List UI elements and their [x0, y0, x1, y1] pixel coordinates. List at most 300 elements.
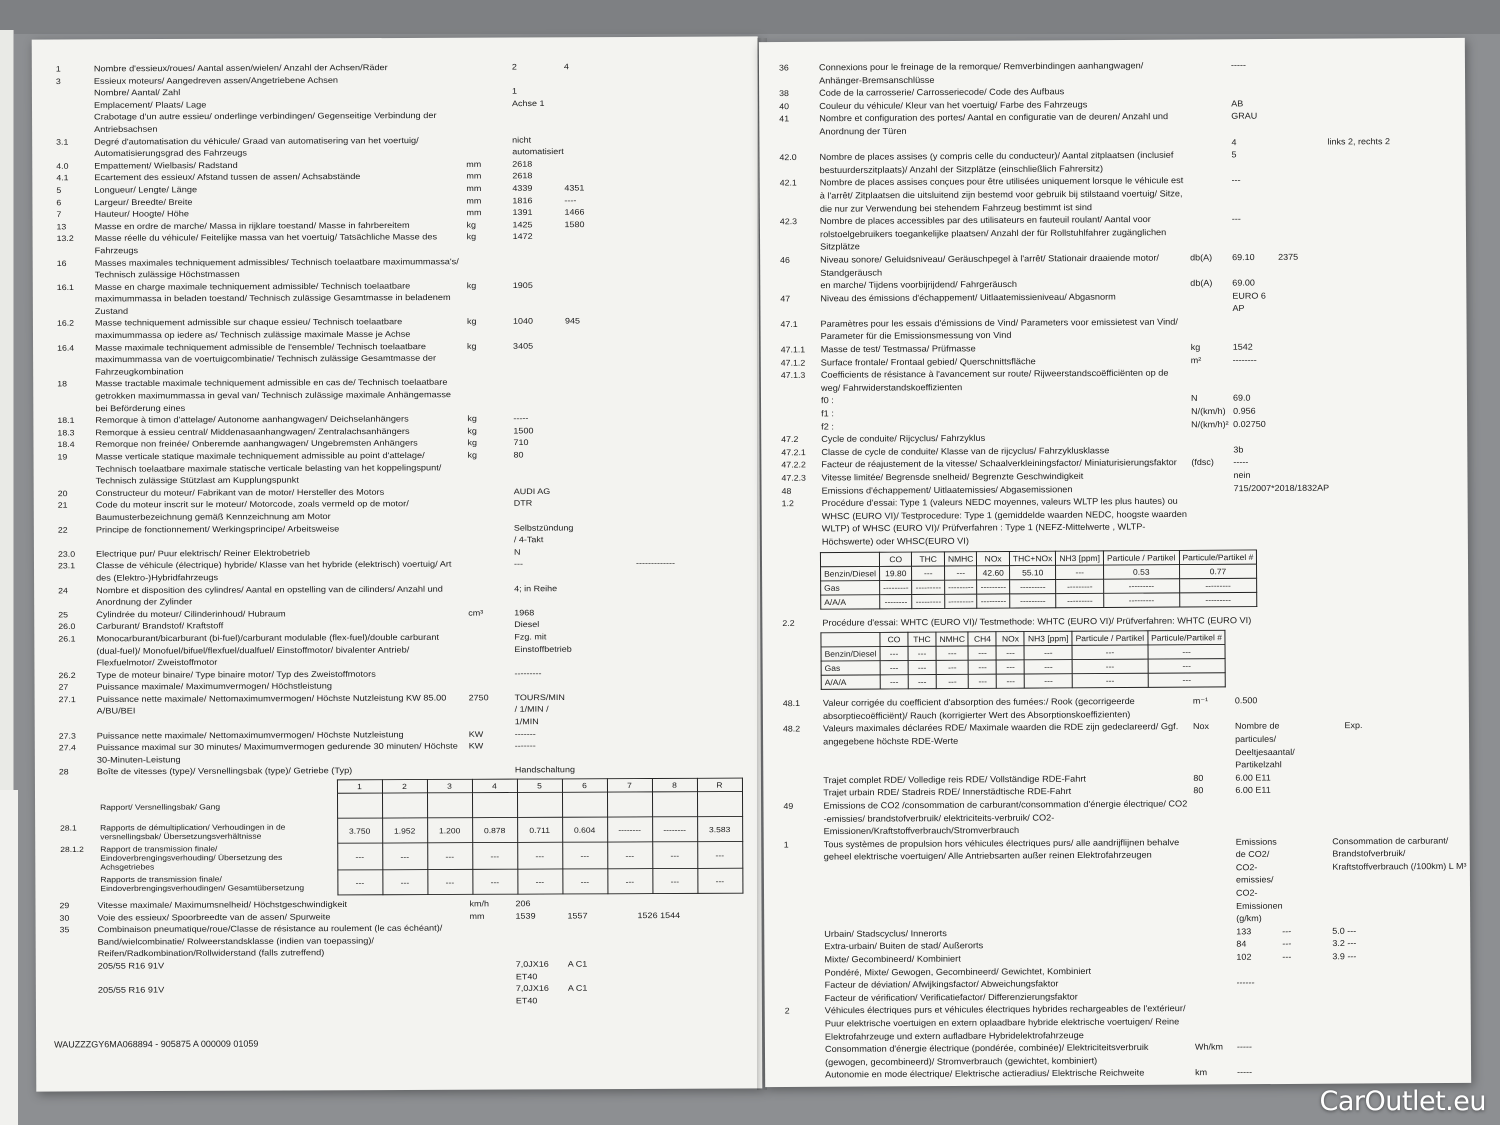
- spec-value-1: -----: [513, 413, 529, 423]
- spec-label: Masse verticale statique maximale techniquement admissible au point d'attelage/ Technisch toelaatbare maximale statische verticale belasting van het koppelingspunt/ Technisch zulässige Stützlast am Kupplungspunkt: [95, 450, 442, 486]
- table-header-cell: [821, 633, 880, 648]
- spec-value-2: ---: [1282, 939, 1292, 949]
- table-cell: 42.60: [977, 565, 1010, 579]
- gearbox-cell: [427, 793, 472, 818]
- spec-label: Niveau sonore/ Geluidsniveau/ Geräuschpegel à l'arrêt/ Stationair draaiende motor/ Standgeräusch: [820, 252, 1159, 278]
- spec-label: Emplacement/ Plaats/ Lage: [93, 100, 207, 110]
- spec-value-3: [637, 739, 761, 740]
- background-top: [0, 0, 1500, 34]
- right-page: [759, 38, 1471, 1087]
- spec-value-2: 2375: [1278, 252, 1299, 262]
- table-cell: A/A/A: [821, 594, 880, 609]
- spec-number: 13: [56, 221, 67, 231]
- spec-unit: N/(km/h)²: [1191, 419, 1229, 429]
- spec-value-3: [637, 691, 761, 692]
- spec-unit: kg: [466, 280, 477, 290]
- table-cell: ---: [936, 660, 969, 674]
- spec-value-1: 1500: [513, 426, 534, 436]
- spec-number: 36: [778, 62, 789, 73]
- spec-number: 47.2.1: [781, 447, 806, 457]
- spec-label: Classe de cycle de conduite/ Klasse van de rijcyclus/ Fahrzyklusklasse: [821, 445, 1110, 457]
- spec-unit: KW: [468, 729, 484, 739]
- spec-label: Emissions de CO2 /consommation de carburant/consommation d'énergie électrique/ CO2 -emissies/ brandstofverbruik/ elektriciteits-verbruik/ CO2-Emissionen/Kraftstoffverbrauch/Stromverbrauch: [823, 798, 1188, 837]
- spec-number: 49: [783, 801, 794, 811]
- spec-unit: N/(km/h): [1191, 406, 1226, 417]
- gearbox-cell: [382, 793, 427, 818]
- spec-value-3: [645, 764, 761, 765]
- spec-label: en marche/ Tijdens voorbijrijdend/ Fahrgeräusch: [820, 279, 1017, 291]
- spec-label: Extra-urbain/ Buiten de stad/ Außerorts: [824, 941, 984, 952]
- spec-row: [34, 448, 760, 488]
- table-cell: Benzin/Diesel: [821, 647, 880, 662]
- spec-value-3: [1328, 250, 1466, 251]
- spec-value-1: 6.00 E11: [1235, 772, 1271, 783]
- spec-label: Trajet complet RDE/ Volledige reis RDE/ Vollständige RDE-Fahrt: [823, 773, 1086, 785]
- table-header-cell: THC: [912, 551, 945, 565]
- gearbox-cell: [697, 792, 742, 817]
- spec-label: Classe de véhicule (électrique) hybride/ Klasse van het hybride (elektrisch) voertuig/ Art des (Elektro-)Hybridfahrzeugs: [95, 559, 452, 583]
- spec-label: Paramètres pour les essais d'émissions de Vind/ Parameters voor emissietest van Vind/ Parameter für die Emissionsmessung von Vind: [820, 316, 1178, 342]
- gearbox-cell: ---: [607, 869, 652, 894]
- gearbox-header-cell: 1: [337, 780, 382, 794]
- data-table: [820, 630, 1226, 690]
- table-cell: ---------: [1010, 593, 1057, 607]
- spec-value-3: Consommation de carburant/ Brandstofverbruik/ Kraftstoffverbrauch (/100km) L M³: [1332, 835, 1467, 872]
- spec-value-3: [634, 109, 758, 110]
- spec-row: [34, 558, 760, 585]
- spec-value-1: -----: [1237, 1067, 1253, 1078]
- spec-value-3: [1331, 796, 1469, 797]
- spec-label: Crabotage d'un autre essieu/ onderlinge verbindingen/ Gegenseitige Verbindung der Antriebsachsen: [94, 111, 437, 134]
- spec-number: 29: [59, 901, 70, 911]
- gearbox-cell: [472, 793, 517, 818]
- spec-value-3: [635, 376, 759, 377]
- spec-value-1: nicht automatisiert: [512, 135, 564, 157]
- table-cell: ---: [1148, 645, 1226, 660]
- table-cell: 55.10: [1009, 565, 1056, 579]
- spec-value-2: 1466: [564, 207, 585, 217]
- table-cell: ---------: [977, 579, 1010, 593]
- spec-label: Mixte/ Gecombineerd/ Kombiniert: [824, 954, 961, 965]
- table-header-cell: NMHC: [944, 551, 977, 565]
- spec-value-1: N: [513, 547, 521, 557]
- spec-label: Code de la carrosserie/ Carrosseriecode/ Code des Aufbaus: [819, 86, 1065, 98]
- spec-row: [32, 109, 758, 136]
- table-cell: ---------: [912, 580, 945, 594]
- spec-label: Facteur de vérification/ Verificatiefactor/ Differenzierungsfaktor: [824, 991, 1078, 1003]
- spec-value-3: [1331, 694, 1469, 695]
- gearbox-table: [60, 778, 743, 897]
- spec-value-2: ---: [1282, 926, 1292, 936]
- spec-number: 18: [57, 379, 68, 389]
- spec-value-1: 1539: [515, 911, 536, 921]
- spec-label: Emissions d'échappement/ Uitlaatemissies/ Abgasemissionen: [821, 484, 1073, 496]
- spec-value-1: 1472: [512, 232, 533, 242]
- table-cell: ---: [996, 646, 1024, 660]
- spec-row: [33, 230, 759, 257]
- gearbox-cell: --------: [652, 817, 697, 842]
- spec-value-3: [1333, 1065, 1471, 1066]
- table-header-cell: NOx: [977, 551, 1010, 565]
- table-header-cell: [820, 552, 879, 567]
- spec-unit: Nox: [1192, 721, 1210, 732]
- spec-number: 2: [784, 1006, 790, 1016]
- spec-label: Pondéré, Mixte/ Gewogen, Gecombineerd/ Gewichtet, Kombiniert: [824, 966, 1092, 978]
- spec-number: 3.1: [56, 137, 69, 147]
- spec-value-1: 84: [1236, 939, 1247, 949]
- spec-value-1: -----: [1233, 457, 1249, 468]
- spec-label: Remorque à essieu central/ Middenasaanhangwagen/ Zentralachsanhängers: [95, 426, 410, 437]
- spec-number: 6: [56, 197, 62, 207]
- spec-label: Tous systèmes de propulsion hors véhicules électriques purs/ alle aandrijflijnen behalve geheel elektrische voertuigen/ Alle Antriebsarten außer reinen Elektrofahrzeugen: [823, 837, 1180, 862]
- gearbox-cell: 1.952: [382, 818, 427, 843]
- spec-value-3: [636, 667, 760, 668]
- spec-label: Remorque à timon d'attelage/ Autonome aanhangwagen/ Deichselanhängers: [95, 414, 409, 425]
- spec-value-1: 0.956: [1233, 406, 1256, 416]
- table-cell: ---: [1072, 673, 1148, 688]
- table-cell: ---------: [1104, 592, 1180, 607]
- spec-value-1: Nombre de particules/ Deeltjesaantal/ Partikelzahl: [1234, 721, 1295, 770]
- spec-label: Trajet urbain RDE/ Stadreis RDE/ Innerstädtische RDE-Fahrt: [823, 786, 1072, 798]
- spec-number: 46: [780, 255, 790, 265]
- spec-value-3: [634, 218, 758, 219]
- table-header-cell: CO: [879, 552, 912, 566]
- gearbox-header-cell: 7: [607, 779, 652, 793]
- spec-number: 47.2.3: [781, 473, 806, 483]
- spec-unit: mm: [466, 208, 482, 218]
- spec-row: [33, 339, 759, 379]
- emissions-table-nedc: [820, 548, 1468, 609]
- spec-value-3: [635, 436, 759, 437]
- spec-value-1: Diesel: [514, 620, 540, 630]
- gearbox-header-cell: 2: [382, 780, 427, 794]
- gearbox-cell: ---: [427, 869, 472, 894]
- spec-label: Nombre de places accessibles par des utilisateurs en fauteuil roulant/ Aantal voor rolstoelgebruikers toegankelijke plaatsen/ Anzahl der für Rollstuhlfahrer zugänglichen Sitzplätze: [819, 214, 1167, 252]
- spec-row: [33, 279, 759, 319]
- spec-label: Type de moteur binaire/ Type binaire motor/ Typ des Zweistoffmotors: [96, 669, 376, 680]
- table-cell: ---: [1072, 645, 1148, 660]
- gearbox-cell: ---: [562, 842, 607, 869]
- table-cell: ---: [944, 565, 977, 579]
- gearbox-block: [35, 778, 761, 897]
- table-header-cell: NMHC: [936, 632, 969, 646]
- spec-number: 27.3: [58, 731, 76, 741]
- table-cell: ---------: [912, 594, 945, 608]
- gearbox-cell: ---: [517, 842, 562, 869]
- left-page-body: [32, 60, 762, 1009]
- table-cell: ---: [1025, 674, 1073, 688]
- spec-number: 16.2: [56, 318, 75, 328]
- spec-value-1: ---: [1231, 213, 1241, 224]
- spec-number: 26.2: [58, 670, 76, 680]
- table-cell: ---: [1024, 646, 1072, 660]
- table-cell: 0.53: [1104, 564, 1180, 579]
- spec-number: 2.2: [782, 617, 795, 628]
- spec-number: 25: [58, 609, 69, 619]
- table-cell: ---: [997, 674, 1025, 688]
- spec-value-1: 3b: [1233, 444, 1244, 455]
- spec-value-1: 2: [511, 62, 517, 72]
- spec-number: 40: [779, 101, 790, 111]
- gearbox-row-text: Rapports de démultiplication/ Verhoudingen in de versnellingsbak/ Übersetzungsverhältnisse: [100, 822, 286, 841]
- spec-label: f0 :: [820, 395, 834, 406]
- spec-unit: (fdsc): [1191, 457, 1214, 468]
- spec-value-3: [636, 606, 760, 607]
- spec-value-3: [634, 60, 758, 61]
- spec-label: Véhicules électriques purs et véhicules électriques hybrides rechargeables de l'extérieur/ Puur elektrische voertuigen en extern oplaadbare hybride elektrische voertuigen/ Reine Elektrofahrzeuge und extern aufladbare Hybridelektrofahrzeuge: [824, 1003, 1186, 1042]
- spec-unit: mm: [466, 159, 482, 169]
- spec-label: Valeur corrigée du coefficient d'absorption des fumées:/ Rook (gecorrigeerde absorptiecoëfficiënt)/ Rauch (korrigierter Wert des Absorptionskoeffizienten): [822, 696, 1135, 721]
- spec-number: 28: [58, 767, 69, 777]
- spec-label: Ecartement des essieux/ Afstand tussen de assen/ Achsabstände: [94, 172, 361, 183]
- spec-unit: kg: [467, 426, 477, 436]
- gearbox-cell: ---: [562, 869, 607, 894]
- spec-label: Autonomie en mode électrique/ Elektrische actieradius/ Elektrische Reichweite: [825, 1068, 1145, 1080]
- spec-row: [34, 497, 760, 524]
- table-header-cell: Particule/Partikel #: [1179, 550, 1257, 565]
- spec-unit: mm: [466, 195, 482, 205]
- spec-label: Monocarburant/bicarburant (bi-fuel)/carburant modulable (flex-fuel)/double carburant (dual-fuel)/ Monofuel/bifuel/flexfuel/dualfuel/ Einstoffmotor/ bivalenter Antrieb/ Flexfuelmotor/ Zweistoffmotor: [96, 632, 440, 668]
- spec-value-1: -----: [1236, 1041, 1252, 1052]
- spec-value-2: A C1: [567, 959, 588, 969]
- spec-value-1: 0.500: [1234, 695, 1258, 706]
- spec-label: Masse réelle du véhicule/ Feitelijke massa van het voertuig/ Tatsächliche Masse des Fahrzeugs: [94, 232, 438, 256]
- spec-value-3: [1328, 276, 1466, 277]
- spec-number: 13.2: [56, 234, 74, 244]
- spec-value-3: [1333, 988, 1471, 989]
- spec-value-3: [635, 279, 759, 280]
- spec-unit: kg: [466, 317, 477, 327]
- table-cell: ---: [1025, 660, 1073, 674]
- spec-value-1: 0.02750: [1233, 418, 1266, 429]
- spec-label: Masses maximales techniquement admissibles/ Technisch toelaatbare maximummassa's/ Technisch zulässige Höchstmassen: [94, 256, 459, 280]
- spec-value-3: [1331, 770, 1469, 771]
- spec-number: 27.4: [58, 743, 76, 753]
- spec-unit: mm: [466, 171, 482, 181]
- spec-unit: db(A): [1190, 278, 1213, 288]
- gearbox-cell: ---: [517, 869, 562, 894]
- spec-value-3: [635, 339, 759, 340]
- spec-row: [760, 212, 1466, 255]
- gearbox-cell: [652, 792, 697, 817]
- spec-number: 27.1: [58, 694, 76, 704]
- table-cell: ---: [880, 675, 908, 689]
- spec-unit: mm: [469, 911, 485, 921]
- spec-value-3: [638, 982, 762, 983]
- spec-label: Procédure d'essai: WHTC (EURO VI)/ Testmethode: WHTC (EURO VI)/ Prüfverfahren: WHTC (EURO VI): [822, 615, 1252, 628]
- spec-value-1: AUDI AG: [513, 486, 551, 496]
- spec-value-1: 206: [515, 899, 531, 909]
- gearbox-row-text: Rapport de transmission finale/ Eindoverbrengingsverhouding/ Übersetzung des Achsgetriebes: [100, 843, 283, 872]
- spec-label: Constructeur du moteur/ Fabrikant van de motor/ Hersteller des Motors: [95, 487, 385, 498]
- table-cell: ---: [969, 674, 997, 688]
- gearbox-cell: ---: [337, 843, 382, 870]
- gearbox-cell: ---: [472, 842, 517, 869]
- spec-number: 18.3: [57, 428, 75, 438]
- spec-value-3: [635, 315, 759, 316]
- table-cell: Gas: [821, 580, 880, 595]
- gearbox-cell: ---: [607, 842, 652, 869]
- spec-label: Nombre de places assises (y compris celle du conducteur)/ Aantal zitplaatsen (inclusief bestuurderszitplaats)/ Anzahl der Sitzplätze (einschließlich Fahrersitz): [819, 150, 1174, 175]
- spec-number: 7: [56, 209, 62, 219]
- spec-value-3: [1328, 212, 1466, 213]
- table-cell: ---: [936, 674, 969, 688]
- spec-number: 4.0: [56, 161, 69, 171]
- spec-label: Valeurs maximales déclarées RDE/ Maximale waarden die RDE zijn gedeclareerd/ Ggf. angegebene höchste RDE-Werte: [822, 721, 1179, 747]
- background-paper-bottom-left: [0, 790, 18, 1125]
- spec-value-3: [1328, 289, 1466, 290]
- table-cell: ---------: [945, 580, 978, 594]
- spec-value-2: A C1: [567, 983, 588, 993]
- spec-row: [763, 796, 1469, 839]
- table-header-cell: NH3 [ppm]: [1024, 631, 1072, 645]
- table-header-cell: NOx: [996, 632, 1024, 646]
- spec-value-1: -------: [514, 729, 536, 739]
- spec-value-3: [635, 254, 759, 255]
- spec-label: Masse tractable maximale techniquement admissible en cas de/ Technisch toelaatbare getrokken maximummassa in geval van/ Technisch zulässige maximale Anhängemasse bei Beförderung eines: [95, 377, 452, 413]
- spec-value-2: 1580: [564, 219, 585, 229]
- spec-number: 48.1: [782, 698, 801, 709]
- spec-label: Largeur/ Breedte/ Breite: [94, 197, 193, 207]
- spec-value-2: ---: [1282, 951, 1292, 962]
- spec-label: Masse en charge maximale techniquement admissible/ Technisch toelaatbare maximummassa in beladen toestand/ Technisch zulässige Gesamtmasse in beladenem Zustand: [94, 281, 451, 316]
- gearbox-cell: [517, 792, 562, 817]
- spec-value-3: [636, 497, 760, 498]
- spec-number: 48: [781, 485, 792, 496]
- spec-row: [34, 582, 760, 609]
- spec-unit: kg: [466, 232, 477, 242]
- gearbox-row-text: Rapport/ Versnellingsbak/ Gang: [100, 801, 221, 812]
- gearbox-header-cell: R: [697, 778, 742, 792]
- spec-label: Coefficients de résistance à l'avancement sur route/ Rijweerstandscoëfficiënten op de weg/ Fahrwiderstandskoeffizienten: [820, 368, 1169, 393]
- spec-value-3: [634, 85, 758, 86]
- table-cell: ---: [908, 675, 936, 689]
- gearbox-cell: 1.200: [427, 818, 472, 843]
- spec-unit: kg: [467, 341, 477, 351]
- spec-row: [765, 1001, 1471, 1044]
- spec-value-3: [636, 582, 760, 583]
- spec-value-1: 1816: [512, 195, 533, 205]
- table-cell: ---------: [945, 594, 978, 608]
- table-cell: ---: [912, 566, 945, 580]
- spec-number: 16.1: [56, 282, 74, 292]
- spec-unit: cm³: [468, 608, 484, 618]
- table-header-cell: THC: [908, 632, 936, 646]
- spec-number: 35: [59, 925, 70, 935]
- spec-value-3: [1329, 417, 1467, 418]
- spec-row: [36, 958, 762, 985]
- spec-value-1: 4; in Reihe: [514, 583, 558, 593]
- table-cell: ---------: [1056, 579, 1104, 593]
- spec-number: 21: [57, 500, 68, 510]
- spec-value-1: Handschaltung: [514, 765, 575, 775]
- spec-number: 16.4: [57, 343, 75, 353]
- spec-row: [35, 764, 761, 779]
- gearbox-cell: ---: [652, 868, 697, 893]
- table-cell: ---------: [1010, 579, 1057, 593]
- spec-number: 38: [779, 88, 789, 99]
- spec-value-1: 1425: [512, 219, 533, 229]
- spec-value-1: ---: [513, 559, 524, 569]
- spec-value-3: [1327, 109, 1465, 110]
- spec-label: Surface frontale/ Frontaal gebied/ Querschnittsfläche: [820, 356, 1036, 368]
- table-header-cell: Particule / Partikel: [1103, 550, 1179, 565]
- spec-label: Masse maximale techniquement admissible de l'ensemble/ Technisch toelaatbare maximummassa van de voertuigcombinatie/ Technisch zulässige Gesamtmasse der Fahrzeugkombination: [95, 341, 437, 377]
- spec-value-2: 4: [563, 62, 569, 72]
- spec-value-1: 2618: [512, 159, 533, 169]
- spec-value-1: --------: [1232, 354, 1257, 365]
- spec-value-3: [636, 448, 760, 449]
- spec-number: 42.0: [779, 152, 797, 163]
- spec-label: Puissance maximal sur 30 minutes/ Maximumvermogen gedurende 30 minuten/ Höchste 30-Minuten-Leistung: [96, 741, 458, 765]
- spec-number: 47.2.2: [781, 460, 806, 470]
- spec-row: [36, 982, 762, 1009]
- table-header-cell: CH4: [968, 632, 996, 646]
- spec-value-3: [635, 424, 759, 425]
- gearbox-cell: 0.711: [517, 817, 562, 842]
- gearbox-cell: ---: [697, 868, 742, 893]
- spec-row: [763, 719, 1469, 775]
- spec-value-1: DTR: [513, 498, 533, 508]
- spec-label: Nombre et configuration des portes/ Aantal en configuratie van de deuren/ Anzahl und Anordnung der Türen: [819, 111, 1169, 137]
- spec-number: 47.1.1: [780, 344, 806, 355]
- spec-value-3: [637, 897, 761, 898]
- spec-unit: 80: [1193, 773, 1204, 783]
- gearbox-row-label: [60, 818, 337, 844]
- spec-value-3: [1328, 173, 1466, 174]
- spec-value-1: 1040: [512, 316, 533, 326]
- table-cell: ---------: [1179, 592, 1257, 607]
- spec-row: [32, 133, 758, 160]
- spec-row: [33, 315, 759, 342]
- table-cell: ---: [1056, 565, 1104, 579]
- spec-value-1: 7,0JX16 ET40: [515, 983, 549, 1006]
- spec-value-1: 1542: [1232, 342, 1253, 352]
- spec-value-3: [634, 73, 758, 74]
- table-cell: A/A/A: [821, 675, 880, 690]
- spec-value-1: 69.00: [1232, 278, 1255, 288]
- spec-value-3: [636, 618, 760, 619]
- spec-value-3: [1329, 468, 1467, 469]
- spec-number: 1: [783, 839, 789, 850]
- spec-value-3: [1327, 58, 1465, 59]
- spec-value-1: 1: [511, 86, 517, 96]
- table-cell: ---: [1072, 659, 1148, 674]
- spec-value-1: 102: [1236, 952, 1252, 962]
- spec-unit: kg: [467, 414, 477, 424]
- spec-unit: 2750: [468, 693, 489, 703]
- spec-value-3: links 2, rechts 2: [1327, 136, 1390, 146]
- spec-value-3: [1330, 494, 1468, 495]
- gearbox-row-label: [97, 793, 337, 819]
- spec-unit: km: [1195, 1067, 1208, 1078]
- spec-value-3: [642, 630, 761, 631]
- spec-value-1: 1968: [514, 607, 535, 617]
- spec-value-1: 5: [1231, 149, 1237, 160]
- spec-label: Vitesse limitée/ Begrensde snelheid/ Begrenzte Geschwindigkeit: [821, 471, 1084, 483]
- spec-unit: m⁻¹: [1192, 696, 1209, 706]
- spec-value-3: [634, 194, 758, 195]
- spec-value-1: 715/2007*2018/1832AP: [1233, 482, 1330, 493]
- table-cell: Benzin/Diesel: [821, 566, 880, 581]
- spec-label: Degré d'automatisation du véhicule/ Graad van automatisering van het voertuig/ Automatisierungsgrad des Fahrzeugs: [94, 135, 419, 159]
- table-cell: ---: [968, 646, 996, 660]
- spec-value-3: [637, 679, 761, 680]
- spec-number: 47.1.3: [780, 370, 806, 381]
- spec-row: [760, 173, 1466, 216]
- spec-value-3: [634, 170, 758, 171]
- gearbox-row-label: [60, 843, 337, 872]
